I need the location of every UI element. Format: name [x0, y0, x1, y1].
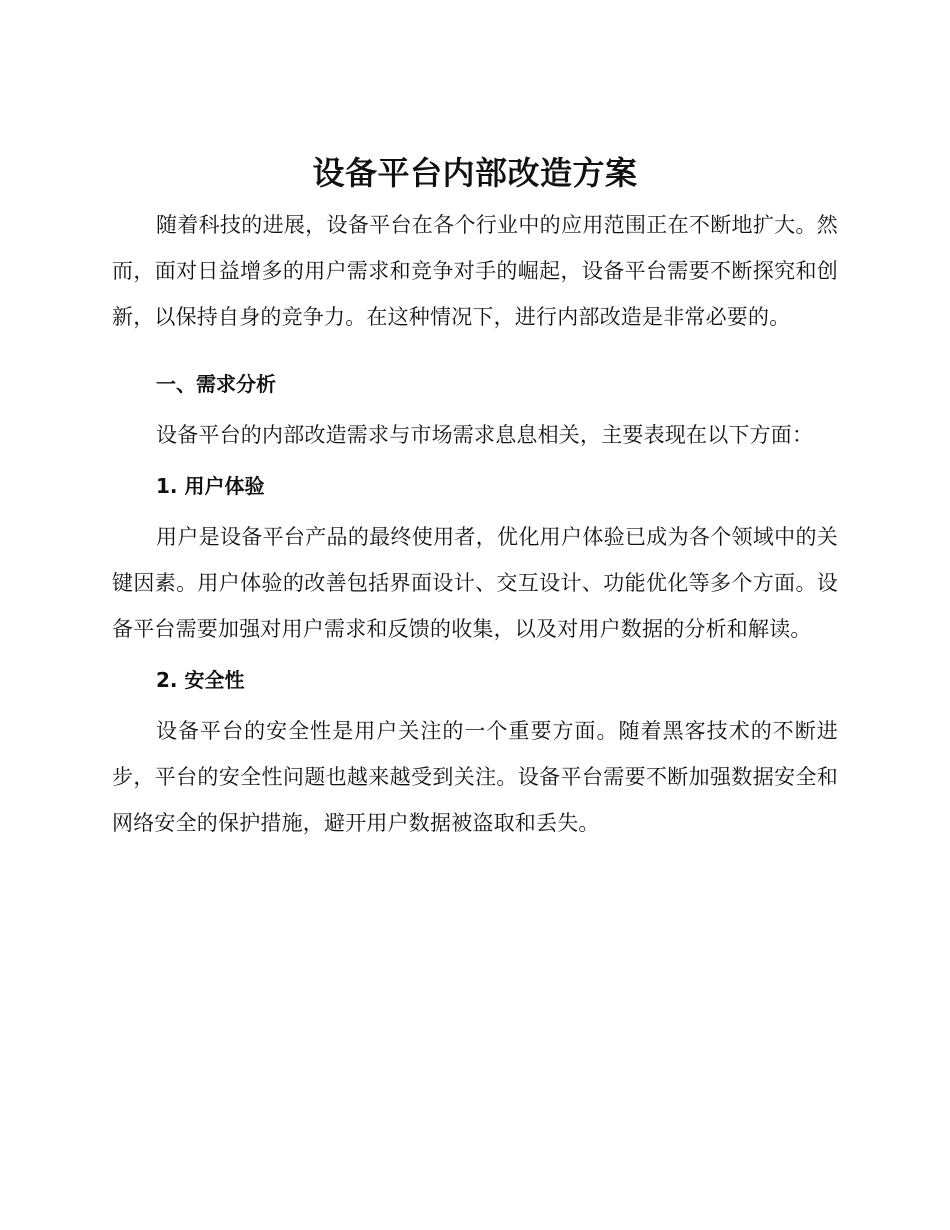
spacer: [112, 340, 838, 370]
section-heading-requirements: 一、需求分析: [156, 372, 276, 396]
page-title: 设备平台内部改造方案: [312, 154, 638, 192]
spacer: [112, 652, 838, 666]
requirements-lead-paragraph: 设备平台的内部改造需求与市场需求息息相关，主要表现在以下方面：: [156, 423, 814, 447]
subheading-security: 2. 安全性: [156, 668, 245, 692]
spacer: [112, 458, 838, 472]
intro-paragraph: 随着科技的进展，设备平台在各个行业中的应用范围正在不断地扩大。然而，面对日益增多的用户需求和竞争对手的崛起，设备平台需要不断探究和创新，以保持自身的竞争力。在这种情况下，进行内部改造是非常必要的。: [112, 213, 838, 329]
user-experience-paragraph: 用户是设备平台产品的最终使用者，优化用户体验已成为各个领域中的关键因素。用户体验的改善包括界面设计、交互设计、功能优化等多个方面。设备平台需要加强对用户需求和反馈的收集，以及对用户数据的分析和解读。: [112, 525, 838, 641]
security-paragraph: 设备平台的安全性是用户关注的一个重要方面。随着黑客技术的不断进步，平台的安全性问题也越来越受到关注。设备平台需要不断加强数据安全和网络安全的保护措施，避开用户数据被盗取和丢失。: [112, 719, 838, 835]
subheading-user-experience: 1. 用户体验: [156, 474, 265, 498]
